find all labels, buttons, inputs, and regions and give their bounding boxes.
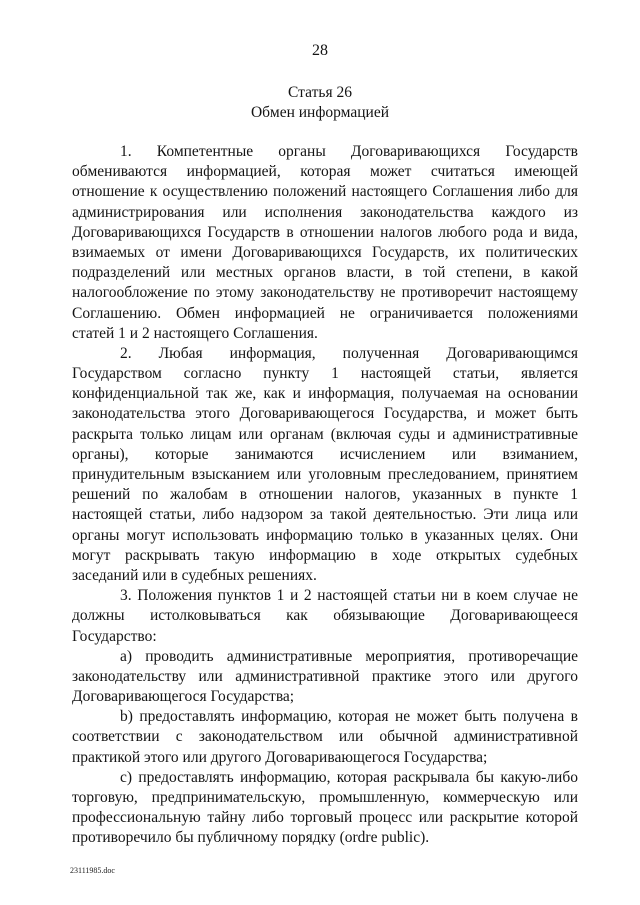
text-line: законодательства этого Договаривающегося Государства, и может быть	[72, 405, 578, 423]
text-line: конфиденциальной так же, как и информация, получаемая на основании	[72, 385, 578, 403]
text-line: Государство:	[72, 627, 157, 645]
text-line: b) предоставлять информацию, которая не может быть получена в	[120, 708, 578, 726]
text-line: законодательству или административной практике этого или другого	[72, 667, 578, 685]
text-line: могут раскрывать такую информацию в ходе открытых судебных	[72, 546, 578, 564]
page-number: 28	[312, 42, 328, 59]
text-line: принудительным взысканием или уголовным преследованием, принятием	[72, 466, 578, 483]
text-line: взимаемых от имени Договаривающихся Государств, их политических	[72, 243, 578, 261]
text-line: торговую, предпринимательскую, промышленную, коммерческую или	[72, 789, 578, 806]
text-line: раскрыта только лицам или органам (включая суды и административные	[72, 425, 578, 443]
article-number: Статья 26	[288, 84, 352, 101]
text-line: органы могут использовать информацию только в указанных целях. Они	[72, 526, 578, 544]
text-line: 3. Положения пунктов 1 и 2 настоящей статьи ни в коем случае не	[120, 587, 578, 605]
text-line: 1. Компетентные органы Договаривающихся Государств	[120, 143, 578, 160]
text-line: противоречило бы публичному порядку (ordre public).	[72, 829, 430, 847]
article-body	[72, 142, 578, 849]
text-line: Государством согласно пункту 1 настоящей статьи, является	[72, 365, 578, 383]
footer-file-name: 23111985.doc	[70, 866, 115, 875]
text-line: обмениваются информацией, которая может считаться имеющей	[72, 163, 578, 181]
text-line: налогообложение по этому законодательству не противоречит настоящему	[72, 284, 578, 302]
text-line: заседаний или в судебных решениях.	[72, 566, 317, 584]
text-line: подразделений или местных органов власти, в той степени, в какой	[72, 264, 578, 282]
text-line: решений по жалобам в отношении налогов, указанных в пункте 1	[72, 486, 578, 504]
text-line: Соглашению. Обмен информацией не ограничивается положениями	[72, 304, 578, 322]
text-line: соответствии с законодательством или обычной административной	[72, 728, 578, 746]
text-line: Договаривающегося Государства;	[72, 688, 295, 706]
text-line: должны истолковываться как обязывающие Договаривающееся	[72, 607, 578, 625]
text-line: настоящей статьи, либо надзором за такой деятельностью. Эти лица или	[72, 506, 578, 524]
text-line: 2. Любая информация, полученная Договаривающимся	[120, 344, 578, 362]
text-line: Договаривающихся Государств в отношении налогов любого рода и вида,	[72, 223, 578, 241]
article-title: Обмен информацией	[250, 104, 390, 121]
text-line: практикой этого или другого Договаривающегося Государства;	[72, 748, 488, 766]
text-line: статей 1 и 2 настоящего Соглашения.	[72, 324, 318, 342]
text-line: органы), которые занимаются исчислением или взиманием,	[72, 445, 578, 463]
text-line: профессиональную тайну либо торговый процесс или раскрытие которой	[72, 809, 578, 827]
text-line: c) предоставлять информацию, которая раскрывала бы какую-либо	[120, 768, 578, 786]
text-line: администрирования или исполнения законодательства каждого из	[72, 203, 578, 221]
text-line: отношение к осуществлению положений настоящего Соглашения либо для	[72, 183, 578, 201]
text-line: а) проводить административные мероприятия, противоречащие	[120, 647, 578, 665]
